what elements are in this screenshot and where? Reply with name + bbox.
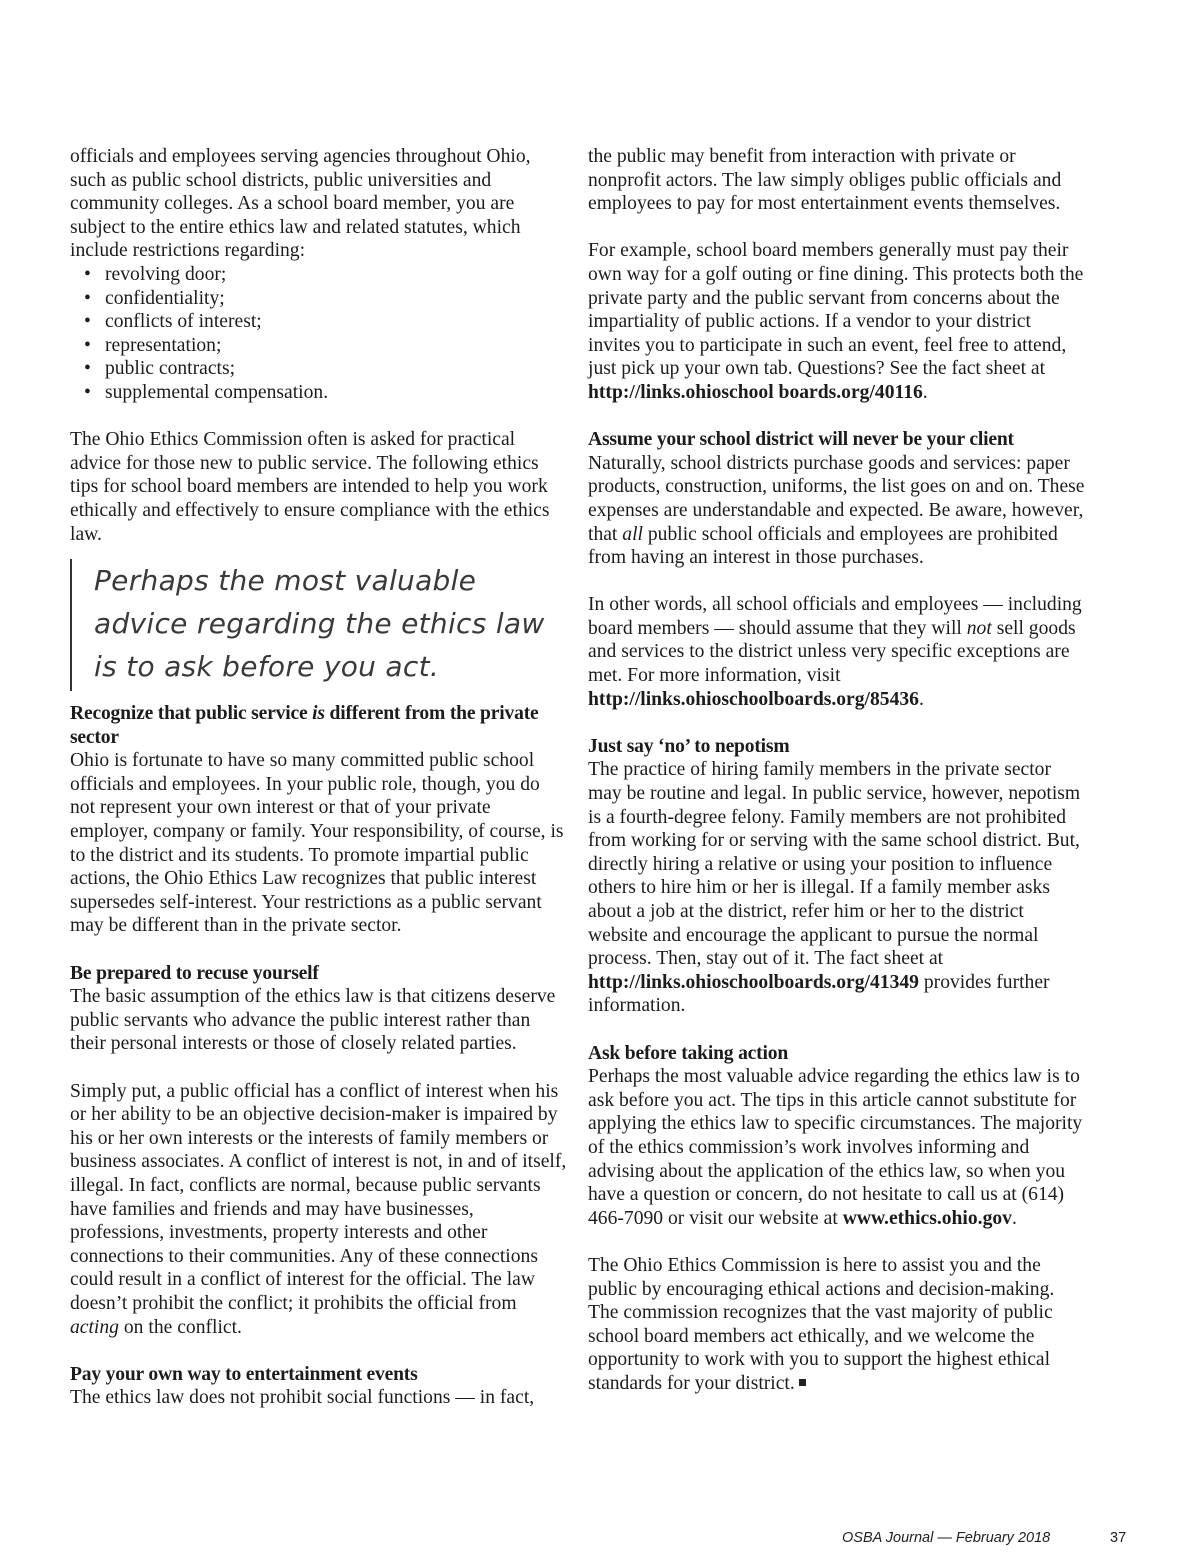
client-paragraph-1: Naturally, school districts purchase goods and services: paper products, construction, uniforms, the list goes on and on. These expenses are understandable and expected. Be aware, however, that all public school officials and employees are prohibited from having an interest in those purchases. — [588, 452, 1085, 569]
nepotism-paragraph: The practice of hiring family members in the private sector may be routine and legal. In public service, however, nepotism is a fourth-degree felony. Family members are not prohibited from working for or serving with the same school district. But, directly hiring a relative or using your position to influence others to hire him or her is illegal. If a family member asks about a job at the district, refer him or her to the district website and encourage the applicant to pursue the normal process. Then, stay out of it. The fact sheet at http://links.ohioschoolboards.org/41349 provides further information. — [588, 759, 1081, 1017]
section-heading-recuse: Be prepared to recuse yourself — [70, 962, 319, 984]
golf-outing-paragraph: For example, school board members generally must pay their own way for a golf outing or fine dining. This protects both the private party and the public servant from concerns about the impartiality of public actions. If a vendor to your district invites you to participate in such an event, feel free to attend, just pick up your own tab. Questions? See the fact sheet at http://links.ohioschool boards.org/40116. — [588, 240, 1084, 403]
info-link-85436[interactable]: http://links.ohioschoolboards.org/85436 — [588, 688, 919, 710]
ask-paragraph-1: Perhaps the most valuable advice regarding the ethics law is to ask before you act. The tips in this article cannot substitute for applying the ethics law to specific circumstances. The majority of the ethics commission’s work involves informing and advising about the application of the ethics law, so when you have a question or concern, do not hesitate to call us at (614) 466-7090 or visit our website at www.ethics.ohio.gov. — [588, 1066, 1083, 1229]
section-heading-public-service: Recognize that public service is different from the private sector — [70, 703, 539, 748]
footer-journal: OSBA Journal — February 2018 — [842, 1530, 1051, 1546]
end-mark-icon — [799, 1379, 806, 1386]
closing-paragraph: The Ohio Ethics Commission is here to assist you and the public by encouraging ethical actions and decision-making. The commission recognizes that the vast majority of public school board members act ethically, and we welcome the opportunity to work with you to support the highest ethical standards for your district. — [588, 1254, 1055, 1394]
advice-paragraph: The Ohio Ethics Commission often is asked for practical advice for those new to public service. The following ethics tips for school board members are intended to help you work ethically and effectively to ensure compliance with the ethics law. — [70, 429, 550, 545]
restrictions-list — [70, 263, 568, 405]
intro-paragraph: officials and employees serving agencies throughout Ohio, such as public school districts, public universities and community colleges. As a school board member, you are subject to the entire ethics law and related statutes, which include restrictions regarding: — [70, 146, 531, 262]
page-number: 37 — [1110, 1530, 1127, 1546]
pull-quote — [70, 559, 568, 691]
public-service-paragraph: Ohio is fortunate to have so many committed public school officials and employees. In your public role, though, you do not represent your own interest or that of your private employer, company or family. Your responsibility, of course, is to the district and its students. To promote impartial public actions, the Ohio Ethics Law recognizes that public interest supersedes self-interest. Your restrictions as a public servant may be different than in the private sector. — [70, 750, 564, 937]
list-item: • representation; — [84, 334, 568, 358]
client-paragraph-2: In other words, all school officials and employees — including board members — should assume that they will not sell goods and services to the district unless very specific exceptions are met. For more information, visit http://links.ohioschoolboards.org/85436. — [588, 594, 1082, 710]
section-heading-client: Assume your school district will never be your client — [588, 429, 1014, 451]
ethics-website-link[interactable]: www.ethics.ohio.gov — [842, 1207, 1012, 1229]
recuse-paragraph-1: The basic assumption of the ethics law is that citizens deserve public servants who advance the public interest rather than their personal interests or those of closely related parties. — [70, 986, 556, 1055]
recuse-paragraph-2: Simply put, a public official has a conflict of interest when his or her ability to be an objective decision-maker is impaired by his or her own interests or the interests of family members or business associates. A conflict of interest is not, in and of itself, illegal. In fact, conflicts are normal, because public servants have families and friends and may have businesses, professions, investments, property interests and other connections to their communities. Any of these connections could result in a conflict of interest for the official. The law doesn’t prohibit the conflict; it prohibits the official from acting on the conflict. — [70, 1080, 567, 1338]
pull-quote-line: Perhaps the most valuable — [94, 564, 477, 598]
entertainment-paragraph-start: The ethics law does not prohibit social functions — in fact, — [70, 1387, 535, 1409]
list-item: • supplemental compensation. — [84, 381, 568, 405]
left-column — [70, 145, 568, 1410]
list-item: • revolving door; — [84, 263, 568, 287]
section-heading-ask: Ask before taking action — [588, 1042, 789, 1064]
list-item: • public contracts; — [84, 357, 568, 381]
fact-sheet-link-40116[interactable]: http://links.ohioschool boards.org/40116 — [588, 381, 923, 403]
section-heading-entertainment: Pay your own way to entertainment events — [70, 1363, 418, 1385]
list-item: • conflicts of interest; — [84, 310, 568, 334]
pull-quote-line: advice regarding the ethics law — [94, 607, 545, 641]
right-column — [588, 145, 1088, 1395]
fact-sheet-link-41349[interactable]: http://links.ohioschoolboards.org/41349 — [588, 971, 919, 993]
pull-quote-line: is to ask before you act. — [94, 650, 440, 684]
section-heading-nepotism: Just say ‘no’ to nepotism — [588, 735, 790, 757]
list-item: • confidentiality; — [84, 287, 568, 311]
entertainment-paragraph-cont: the public may benefit from interaction with private or nonprofit actors. The law simply obliges public officials and employees to pay for most entertainment events themselves. — [588, 146, 1062, 215]
